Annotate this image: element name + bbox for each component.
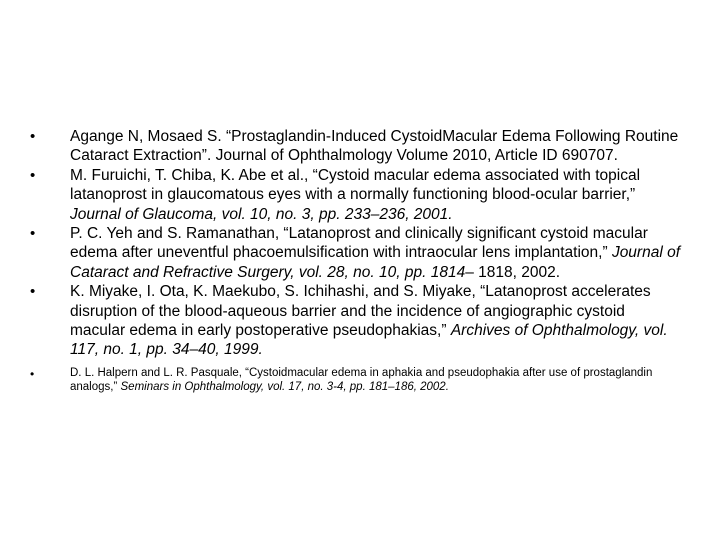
reference-item [30, 166, 680, 224]
bullet-icon: • [30, 283, 36, 301]
reference-segment: P. C. Yeh and S. Ramanathan, “Latanoprost and clinically significant cystoid macular edema after uneventful phacoemulsification with intraocular lens implantation,” [70, 225, 648, 262]
reference-item [30, 366, 680, 395]
bullet-icon: • [30, 366, 35, 381]
reference-segment: – 1818, 2002. [465, 263, 561, 281]
reference-segment: K. Miyake, I. Ota, K. Maekubo, S. Ichihashi, and S. Miyake, “Latanoprost accelerates disruption of the blood-aqueous barrier and the incidence of angiographic cystoid macular edema in early postoperative pseudophakias,” [70, 283, 651, 340]
reference-segment: M. Furuichi, T. Chiba, K. Abe et al., “Cystoid macular edema associated with topical latanoprost in glaucomatous eyes with a normally functioning blood-ocular barrier,” [70, 166, 641, 204]
bullet-icon: • [30, 166, 36, 184]
reference-segment: D. L. Halpern and L. R. Pasquale, “Cystoidmacular edema in aphakia and pseudophakia after use of prostaglandin analogs,” [70, 366, 653, 394]
reference-journal: Journal of Glaucoma, vol. 10, no. 3, pp. 233–236, 2001. [70, 205, 453, 223]
reference-text [70, 166, 680, 224]
reference-item [30, 282, 680, 360]
reference-text [70, 224, 680, 282]
reference-journal: Journal of Cataract and Refractive Surgery, vol. 28, no. 10, pp. 1814 [70, 244, 681, 281]
reference-segment: Agange N, Mosaed S. “Prostaglandin-Induced CystoidMacular Edema Following Routine Cataract Extraction”. Journal of Ophthalmology Volume 2010, Article ID 690707. [70, 128, 679, 165]
bullet-icon: • [30, 225, 36, 243]
reference-text [70, 127, 680, 166]
reference-journal: Archives of Ophthalmology, vol. 117, no. 1, pp. 34–40, 1999. [70, 322, 668, 359]
reference-item [30, 127, 680, 166]
reference-journal: Seminars in Ophthalmology, vol. 17, no. 3-4, pp. 181–186, 2002. [120, 381, 449, 394]
bullet-icon: • [30, 128, 36, 145]
reference-text [70, 282, 680, 360]
reference-text [70, 366, 680, 395]
reference-list [30, 127, 680, 395]
reference-item [30, 224, 680, 282]
